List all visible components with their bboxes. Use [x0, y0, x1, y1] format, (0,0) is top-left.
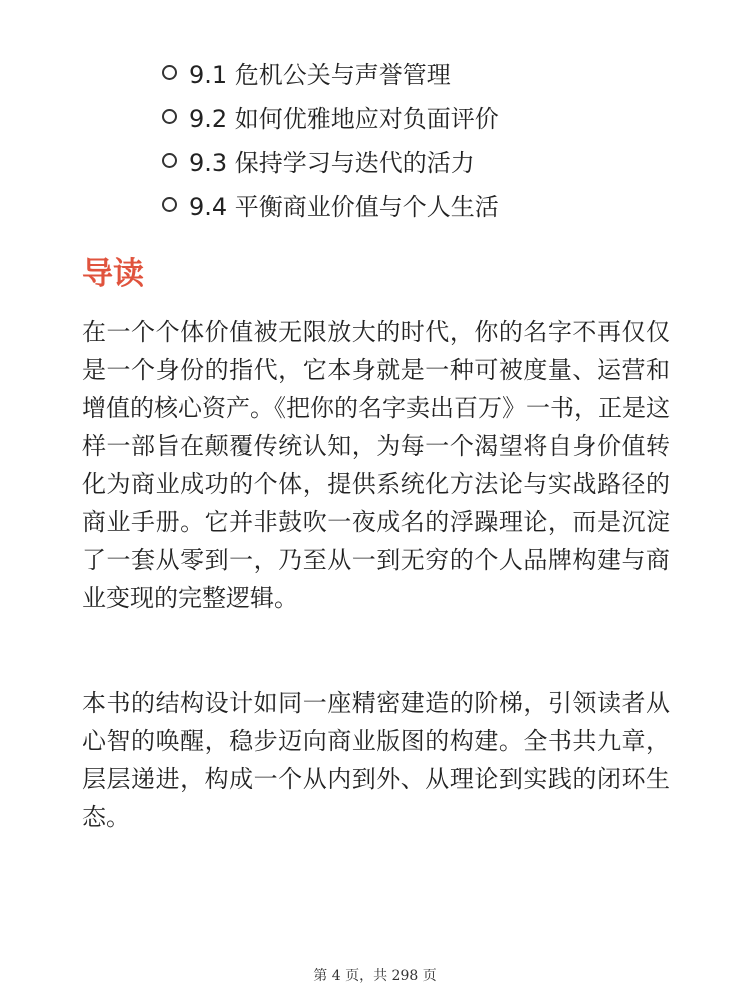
toc-item [162, 138, 499, 182]
hollow-circle-bullet-icon [162, 153, 177, 168]
section-heading: 导读 [82, 256, 144, 292]
toc-item [162, 94, 499, 138]
hollow-circle-bullet-icon [162, 109, 177, 124]
toc-item-label: 9.1 危机公关与声誉管理 [189, 60, 451, 89]
toc-item-label: 9.3 保持学习与迭代的活力 [189, 148, 475, 177]
toc-list [162, 50, 499, 226]
toc-item [162, 50, 499, 94]
page-number-footer: 第 4 页，共 298 页 [313, 968, 437, 984]
body-paragraph: 在一个个体价值被无限放大的时代，你的名字不再仅仅是一个身份的指代，它本身就是一种可被度量、运营和增值的核心资产。《把你的名字卖出百万》一书，正是这样一部旨在颠覆传统认知，为每一个渴望将自身价值转化为商业成功的个体，提供系统化方法论与实战路径的商业手册。它并非鼓吹一夜成名的浮躁理论，而是沉淀了一套从零到一，乃至从一到无穷的个人品牌构建与商业变现的完整逻辑。 [82, 318, 670, 612]
toc-item-label: 9.4 平衡商业价值与个人生活 [189, 192, 499, 221]
toc-item [162, 182, 499, 226]
hollow-circle-bullet-icon [162, 65, 177, 80]
hollow-circle-bullet-icon [162, 197, 177, 212]
toc-item-label: 9.2 如何优雅地应对负面评价 [189, 104, 499, 133]
body-paragraph: 本书的结构设计如同一座精密建造的阶梯，引领读者从心智的唤醒，稳步迈向商业版图的构建。全书共九章，层层递进，构成一个从内到外、从理论到实践的闭环生态。 [82, 689, 670, 831]
